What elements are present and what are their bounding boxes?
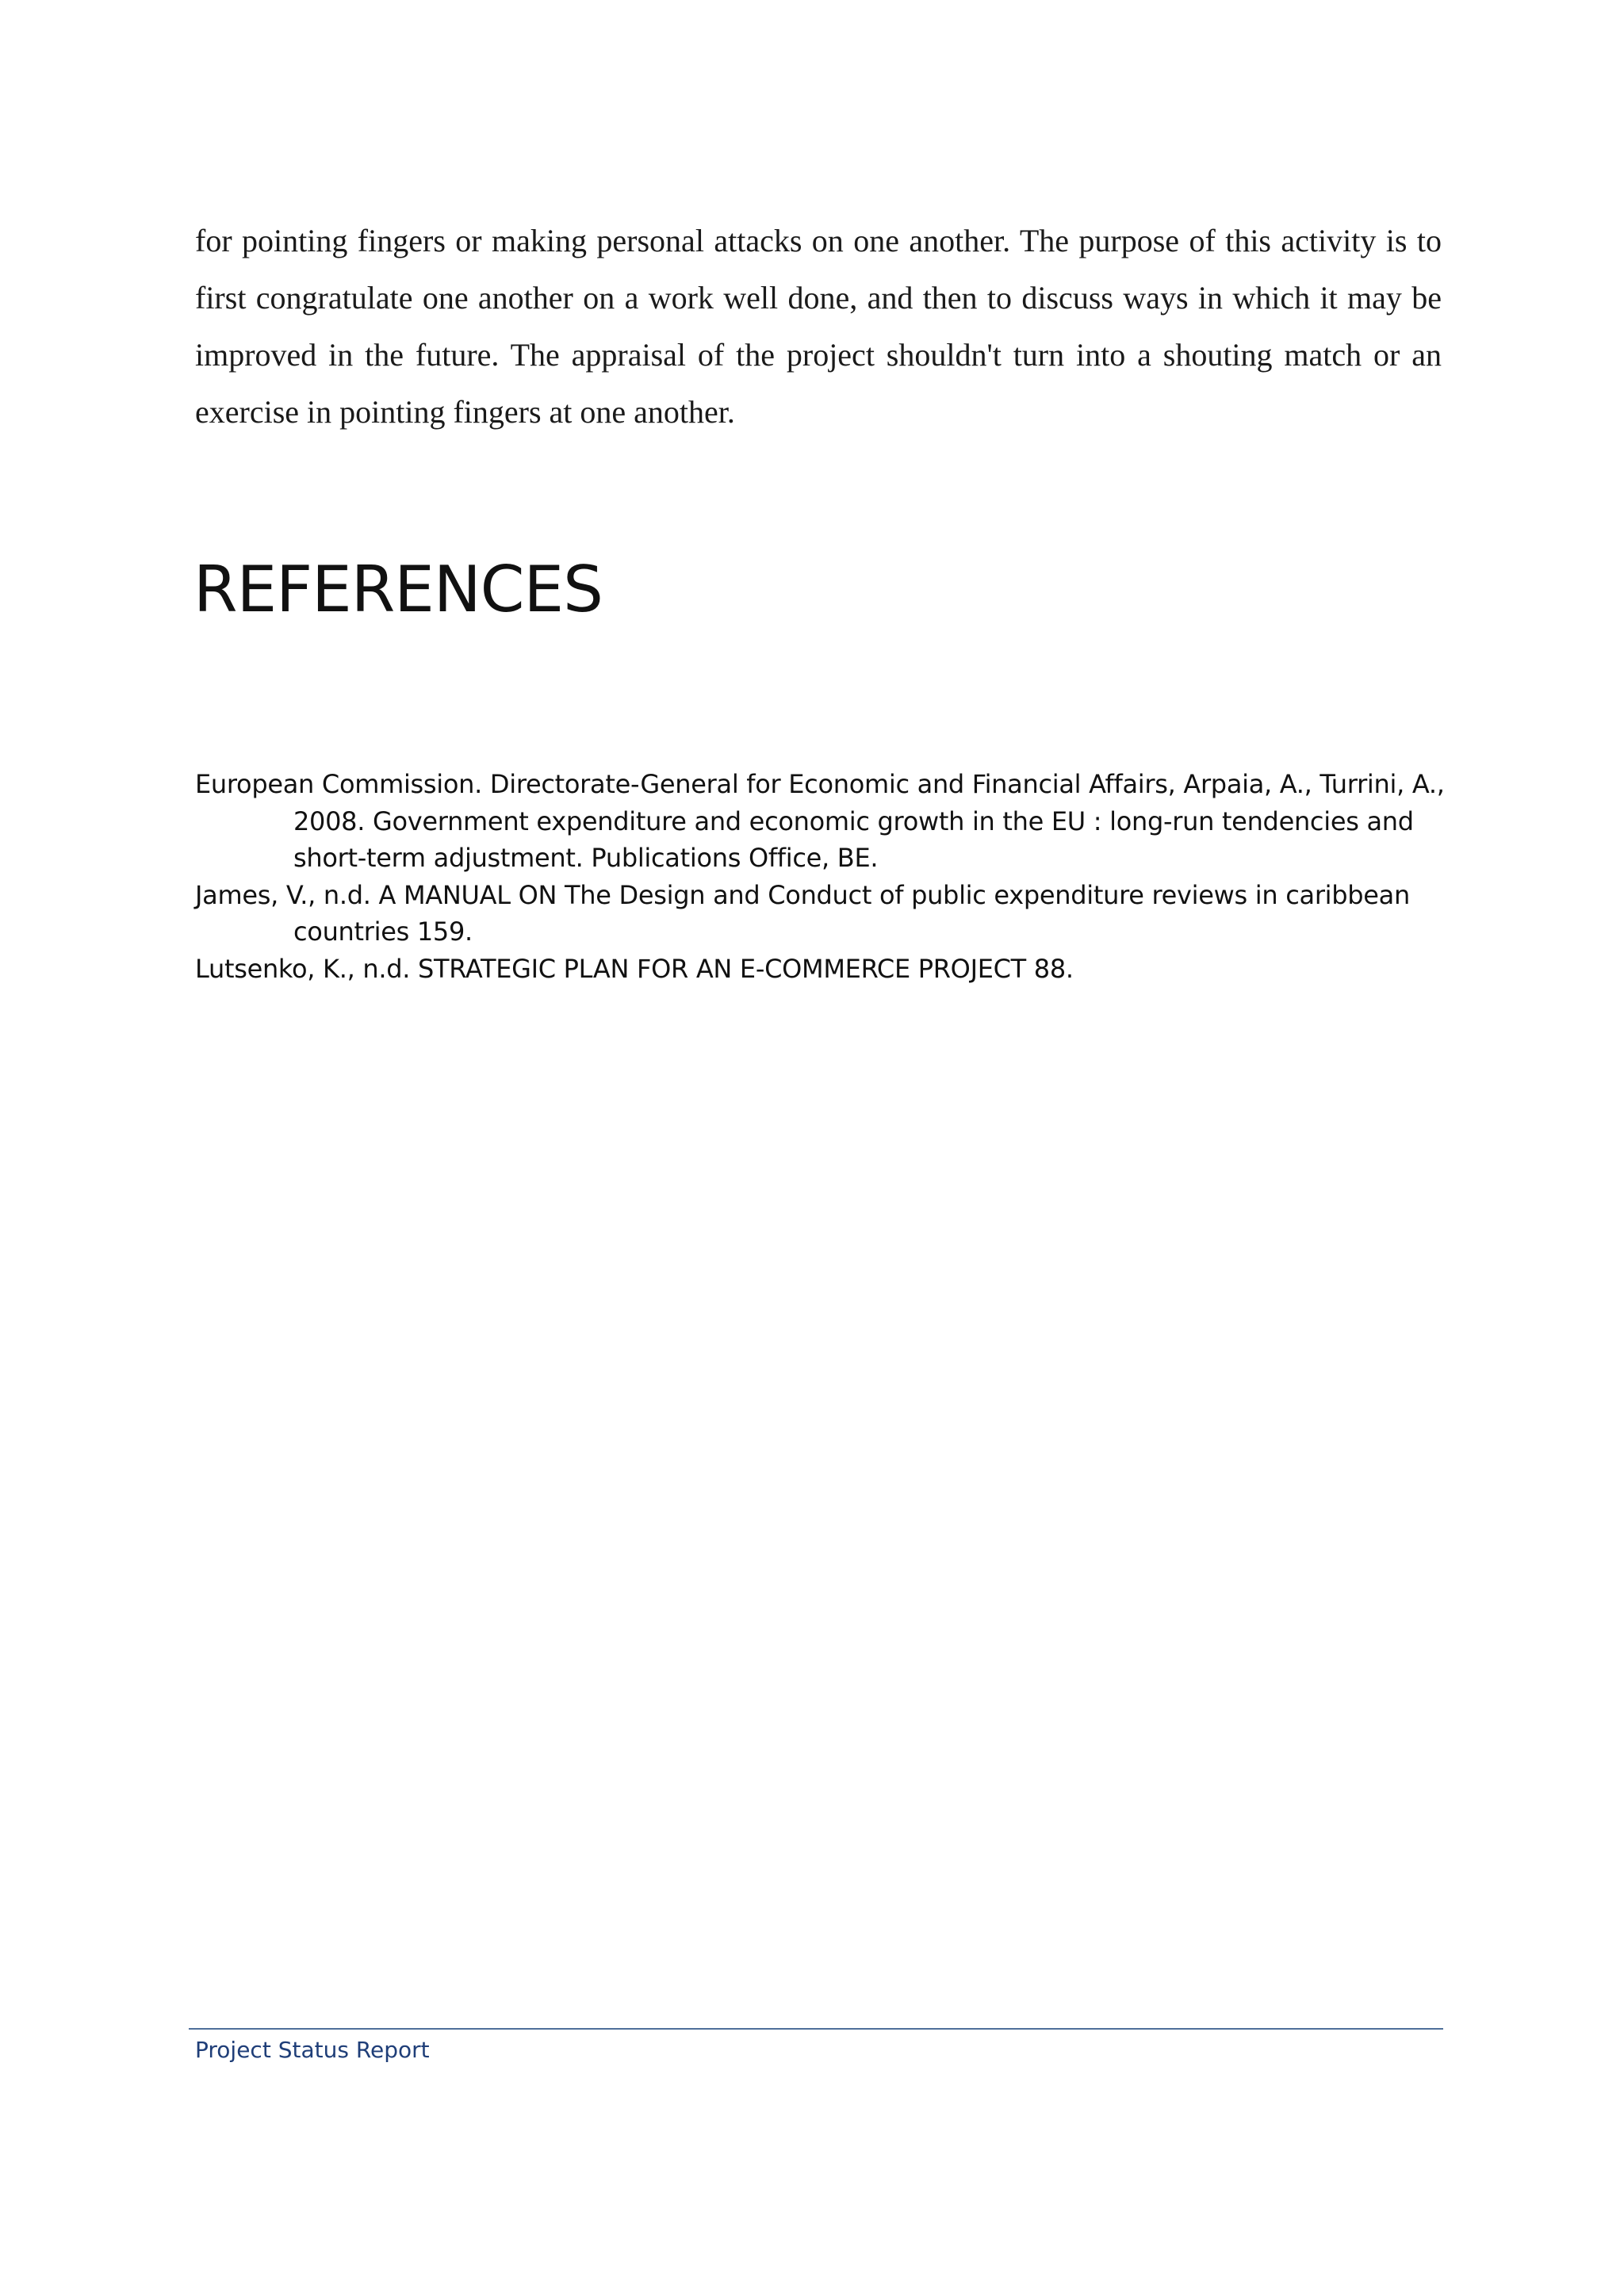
reference-entry: European Commission. Directorate-General for Economic and Financial Affairs, Arpaia, A., Turrini, A., 2008. Government expenditure and economic growth in the EU : long-run tendencies and short-term adjustment. Publications Office, BE. xyxy=(195,769,1445,873)
references-heading: REFERENCES xyxy=(193,553,603,626)
reference-entry: James, V., n.d. A MANUAL ON The Design and Conduct of public expenditure reviews in caribbean countries 159. xyxy=(195,879,1410,947)
body-paragraph: for pointing fingers or making personal attacks on one another. The purpose of this activity is to first congratulate one another on a work well done, and then to discuss ways in which it may be improved in the future. The appraisal of the project shouldn't turn into a shouting match or an exercise in pointing fingers at one another. xyxy=(195,223,1442,430)
footer-title: Project Status Report xyxy=(195,2037,430,2063)
references-list xyxy=(195,766,1448,987)
footer-divider xyxy=(189,2028,1443,2030)
reference-entry: Lutsenko, K., n.d. STRATEGIC PLAN FOR AN E-COMMERCE PROJECT 88. xyxy=(195,953,1074,984)
